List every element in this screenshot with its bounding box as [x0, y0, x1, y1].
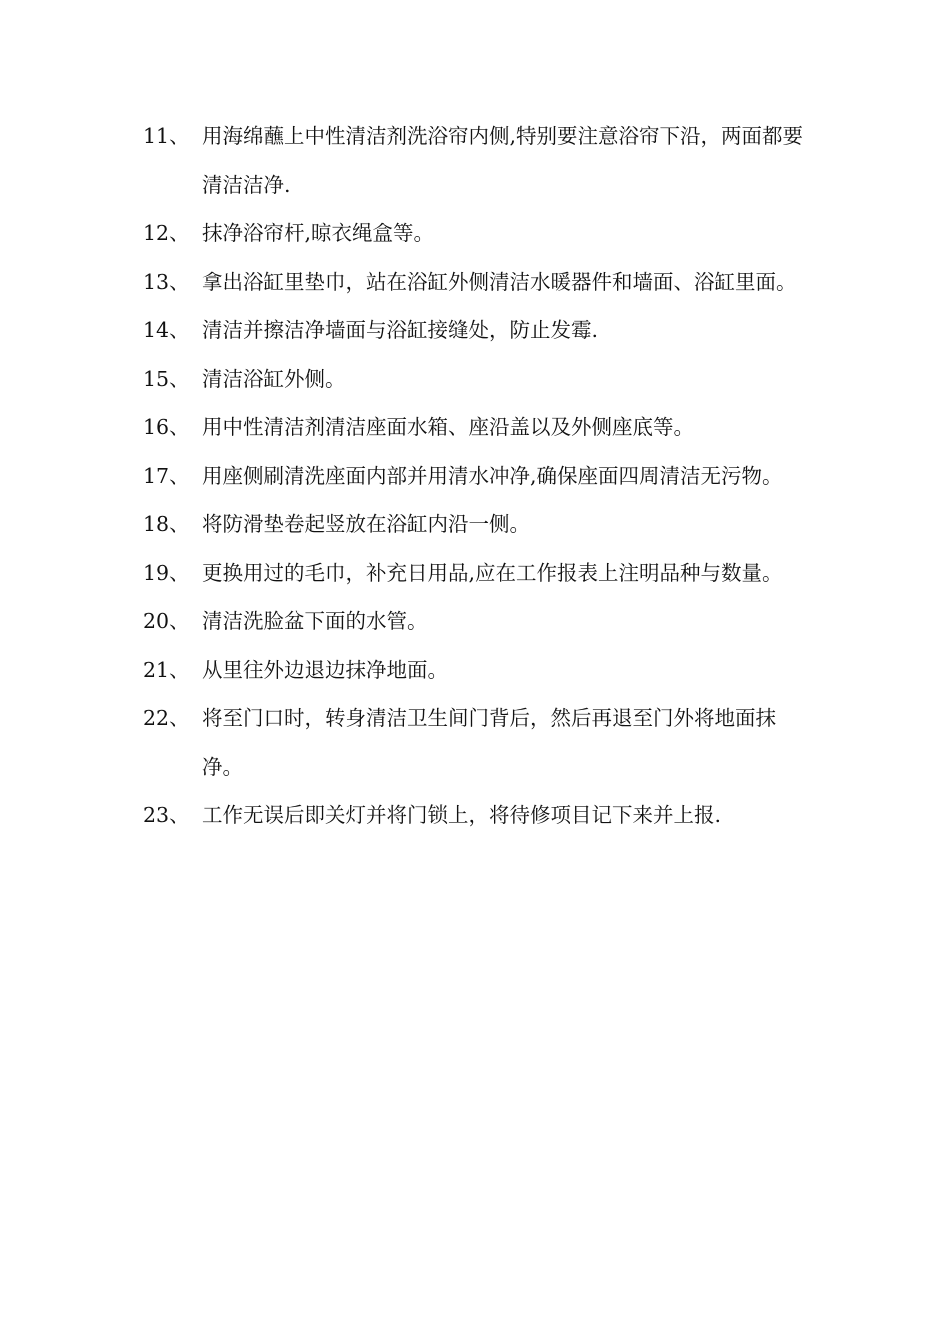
- list-item: [143, 646, 813, 695]
- item-text: 将至门口时，转身清洁卫生间门背后，然后再退至门外将地面抹净。: [202, 706, 776, 779]
- list-item: [143, 597, 813, 646]
- item-text: 从里往外边退边抹净地面。: [202, 657, 448, 682]
- list-item: [143, 306, 813, 355]
- item-text: 将防滑垫卷起竖放在浴缸内沿一侧。: [202, 512, 530, 536]
- list-item: [143, 694, 813, 791]
- item-number: 15、: [143, 366, 190, 391]
- item-text: 用海绵蘸上中性清洁剂洗浴帘内侧,特别要注意浴帘下沿，两面都要清洁洁净.: [202, 124, 804, 197]
- item-number: 17、: [143, 463, 190, 488]
- item-text: 更换用过的毛巾，补充日用品,应在工作报表上注明品种与数量。: [202, 560, 783, 585]
- list-item: [143, 355, 813, 404]
- item-number: 20、: [143, 609, 190, 633]
- item-number: 23、: [143, 803, 190, 827]
- item-number: 18、: [143, 512, 190, 536]
- item-text: 清洁浴缸外侧。: [202, 366, 346, 391]
- item-text: 用中性清洁剂清洁座面水箱、座沿盖以及外侧座底等。: [202, 415, 694, 439]
- cleaning-steps-list: [143, 112, 813, 840]
- item-text: 工作无误后即关灯并将门锁上，将待修项目记下来并上报.: [202, 803, 722, 827]
- item-number: 16、: [143, 415, 190, 439]
- list-item: [143, 549, 813, 598]
- item-text: 抹净浴帘杆,晾衣绳盒等。: [202, 221, 435, 245]
- item-text: 清洁并擦洁净墙面与浴缸接缝处，防止发霉.: [202, 318, 599, 342]
- item-text: 清洁洗脸盆下面的水管。: [202, 609, 428, 633]
- item-number: 14、: [143, 318, 190, 342]
- item-number: 13、: [143, 269, 190, 294]
- list-item: [143, 403, 813, 452]
- item-text: 拿出浴缸里垫巾，站在浴缸外侧清洁水暖器件和墙面、浴缸里面。: [202, 269, 797, 294]
- list-item: [143, 258, 813, 307]
- list-item: [143, 500, 813, 549]
- item-number: 19、: [143, 560, 190, 585]
- item-number: 22、: [143, 706, 190, 730]
- list-item: [143, 791, 813, 840]
- item-number: 11、: [143, 124, 190, 148]
- list-item: [143, 209, 813, 258]
- item-text: 用座侧刷清洗座面内部并用清水冲净,确保座面四周清洁无污物。: [202, 463, 783, 488]
- item-number: 12、: [143, 221, 190, 245]
- list-item: [143, 452, 813, 501]
- item-number: 21、: [143, 657, 190, 682]
- list-item: [143, 112, 813, 209]
